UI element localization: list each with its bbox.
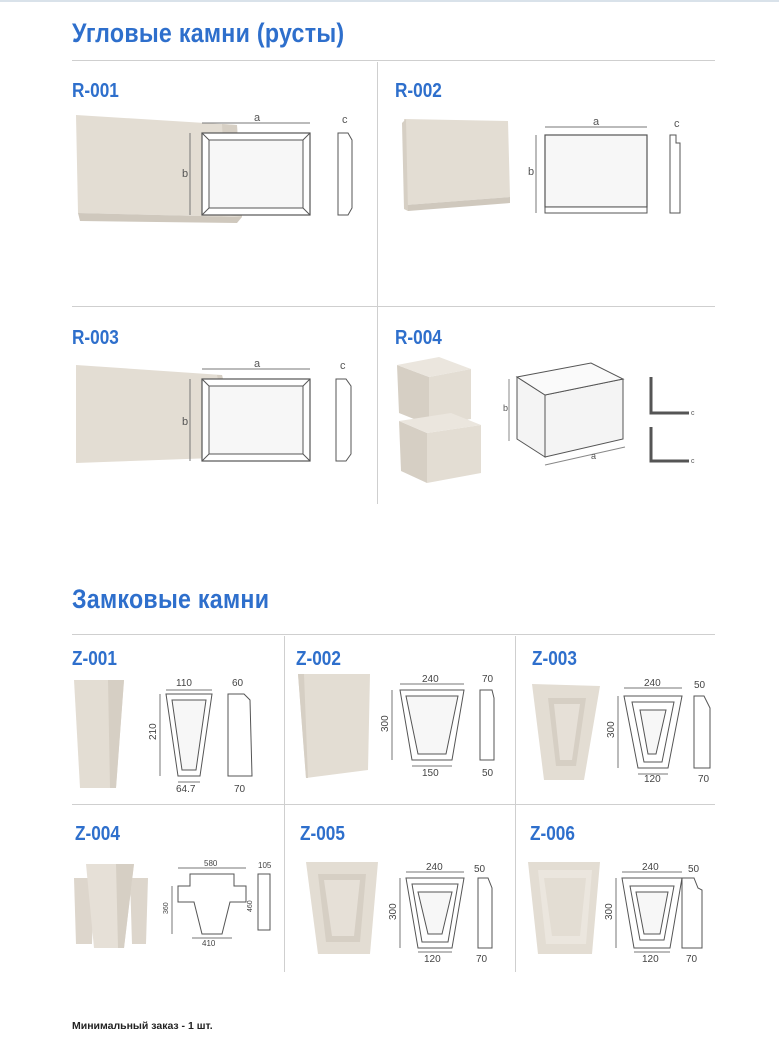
dim-label: 410 [202, 939, 216, 948]
divider [72, 634, 715, 635]
product-code: Z-006 [530, 823, 575, 845]
product-figure-z005 [300, 848, 512, 968]
dim-label: 580 [204, 859, 218, 868]
product-figure-z003 [522, 672, 722, 797]
top-rule [0, 0, 779, 2]
dim-label: c [340, 360, 346, 372]
dim-label: 70 [686, 954, 698, 965]
minimum-order-note: Минимальный заказ - 1 шт. [72, 1020, 213, 1032]
dim-label: b [528, 166, 535, 178]
dim-label: 120 [642, 954, 659, 965]
divider [72, 306, 715, 307]
dim-label: 60 [232, 678, 244, 689]
dim-label: 50 [688, 864, 700, 875]
section-title-corner: Угловые камни (русты) [72, 18, 345, 48]
product-code: Z-005 [300, 823, 345, 845]
svg-text:c: c [691, 458, 695, 465]
product-figure-z006 [526, 848, 722, 968]
product-code: R-002 [395, 80, 442, 102]
dim-label: b [182, 416, 189, 428]
section-title-keystone: Замковые камни [72, 584, 270, 614]
dim-label: 50 [474, 864, 486, 875]
dim-label: 360 [163, 902, 170, 914]
dim-label: 240 [644, 678, 661, 689]
divider [72, 804, 715, 805]
product-code: Z-001 [72, 648, 117, 670]
product-code: Z-002 [296, 648, 341, 670]
product-figure-r002 [398, 105, 698, 230]
dim-label: 240 [422, 674, 439, 685]
dim-label: c [342, 114, 348, 126]
divider [72, 60, 715, 61]
dim-label: 70 [482, 674, 494, 685]
dim-label: c [691, 410, 695, 417]
dim-label: a [254, 112, 261, 124]
dim-label: 105 [258, 861, 272, 870]
dim-label: c [674, 118, 680, 130]
dim-label: a [254, 358, 261, 370]
dim-label: a [593, 116, 600, 128]
divider [377, 62, 378, 504]
dim-label: 70 [234, 784, 246, 795]
dim-label: 300 [388, 903, 399, 920]
product-code: Z-004 [75, 823, 120, 845]
dim-label: 460 [247, 900, 254, 912]
dim-label: 300 [604, 903, 615, 920]
dim-label: 150 [422, 768, 439, 779]
product-figure-r001 [72, 105, 372, 230]
dim-label: 50 [694, 680, 706, 691]
product-figure-r003 [72, 353, 372, 473]
dim-label: 300 [380, 715, 391, 732]
dim-label: 50 [482, 768, 494, 779]
product-figure-z001 [72, 672, 282, 797]
dim-label: b [503, 403, 509, 413]
dim-label: b [182, 168, 189, 180]
dim-label: 110 [176, 678, 192, 689]
dim-label: 210 [148, 723, 159, 740]
dim-label: 240 [642, 862, 659, 873]
product-figure-z002 [296, 672, 511, 797]
product-code: R-004 [395, 327, 442, 349]
product-code: Z-003 [532, 648, 577, 670]
product-figure-r004 [395, 355, 705, 490]
dim-label: a [591, 451, 597, 461]
dim-label: 64.7 [176, 784, 196, 795]
product-code: R-003 [72, 327, 119, 349]
dim-label: 120 [424, 954, 441, 965]
product-figure-z004 [72, 848, 282, 958]
dim-label: 70 [698, 774, 710, 785]
dim-label: 300 [606, 721, 617, 738]
product-code: R-001 [72, 80, 119, 102]
dim-label: 240 [426, 862, 443, 873]
dim-label: 120 [644, 774, 661, 785]
dim-label: 70 [476, 954, 488, 965]
